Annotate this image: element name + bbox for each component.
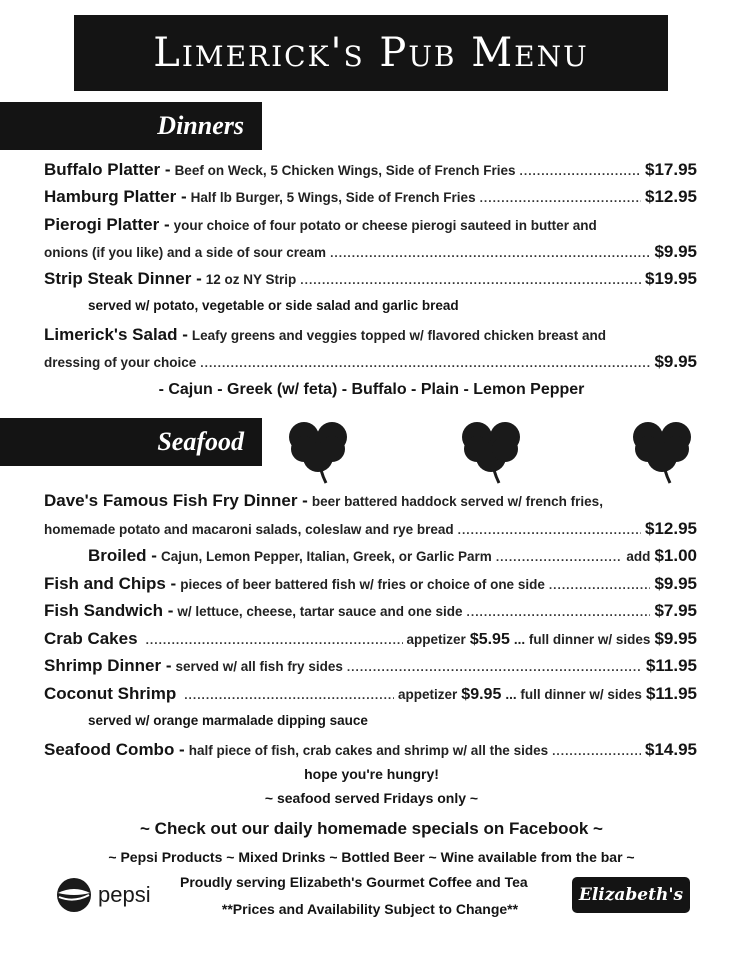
dinners-heading-text: Dinners [157, 111, 244, 140]
note-text: served w/ orange marmalade dipping sauce [88, 713, 368, 728]
item-price: $11.95 [645, 656, 697, 675]
leader-dots [146, 633, 403, 647]
leader-dots [520, 164, 641, 178]
item-desc: pieces of beer battered fish w/ fries or choice of one side [180, 577, 545, 592]
item-name: Seafood Combo - [44, 740, 185, 759]
item-appetizer-label: appetizer [406, 632, 466, 647]
item-name: Strip Steak Dinner - [44, 269, 202, 288]
item-name: Fish and Chips - [44, 574, 177, 593]
leader-dots [496, 550, 623, 564]
elizabeths-logo [572, 877, 690, 913]
item-price: $11.95 [645, 684, 697, 703]
seafood-heading [0, 418, 262, 466]
item-desc: Leafy greens and veggies topped w/ flavored chicken breast and [191, 328, 607, 343]
dinners-heading [0, 102, 262, 150]
item-price: $9.95 [654, 574, 697, 593]
menu-item [44, 629, 697, 653]
item-price: $1.00 [654, 546, 697, 565]
item-desc: Cajun, Lemon Pepper, Italian, Greek, or Garlic Parm [160, 549, 492, 564]
leader-dots [330, 246, 650, 260]
item-price: $9.95 [654, 352, 697, 371]
item-name: Crab Cakes [44, 629, 138, 648]
item-dinner-label: ... full dinner w/ sides [513, 632, 651, 647]
item-note [88, 298, 688, 322]
menu-item-continued [44, 352, 697, 376]
shamrock-icon [282, 415, 354, 487]
leader-dots [467, 605, 651, 619]
coffee-note: Proudly serving Elizabeth's Gourmet Coffee and Tea [180, 874, 528, 890]
menu-title [74, 15, 668, 91]
menu-item [44, 684, 697, 708]
hungry-note: hope you're hungry! [304, 766, 439, 782]
item-name: Hamburg Platter - [44, 187, 187, 206]
menu-item [44, 491, 697, 515]
item-desc: dressing of your choice [44, 355, 197, 370]
menu-item [44, 601, 697, 625]
elizabeths-logo-text: Elizabeth's [578, 885, 684, 905]
menu-item [44, 325, 697, 349]
shamrock-icon [626, 415, 698, 487]
item-price: $12.95 [645, 187, 697, 206]
menu-item [44, 269, 697, 293]
menu-item [44, 656, 697, 680]
item-desc: Half lb Burger, 5 Wings, Side of French Fries [190, 190, 476, 205]
item-name: Dave's Famous Fish Fry Dinner - [44, 491, 308, 510]
menu-item [44, 187, 697, 211]
leader-dots [300, 273, 641, 287]
pepsi-logo-text: pepsi [98, 882, 151, 907]
item-desc: homemade potato and macaroni salads, coleslaw and rye bread [44, 522, 454, 537]
shamrock-icon [455, 415, 527, 487]
item-appetizer-price: $9.95 [461, 686, 502, 703]
pepsi-logo [56, 875, 171, 915]
item-name: Pierogi Platter - [44, 215, 170, 234]
menu-item [44, 574, 697, 598]
item-name: Shrimp Dinner - [44, 656, 172, 675]
item-desc: w/ lettuce, cheese, tartar sauce and one side [177, 604, 463, 619]
item-price: $14.95 [645, 740, 697, 759]
menu-item [44, 740, 697, 764]
item-appetizer-label: appetizer [397, 687, 458, 702]
item-price: $9.95 [654, 242, 697, 261]
item-price: $9.95 [654, 629, 697, 648]
leader-dots [347, 660, 642, 674]
menu-item-continued [44, 242, 697, 266]
item-name: Fish Sandwich - [44, 601, 174, 620]
menu-item [44, 215, 697, 239]
item-price: $17.95 [645, 160, 697, 179]
leader-dots [200, 356, 650, 370]
item-desc: 12 oz NY Strip [205, 272, 297, 287]
item-name: Broiled - [88, 546, 157, 565]
item-appetizer-price: $5.95 [469, 631, 510, 648]
dressing-options: - Cajun - Greek (w/ feta) - Buffalo - Plain - Lemon Pepper [158, 381, 585, 398]
menu-item [88, 546, 697, 570]
item-note [88, 713, 688, 737]
item-price: $19.95 [645, 269, 697, 288]
item-pre: add [626, 549, 651, 564]
item-desc: half piece of fish, crab cakes and shrimp w/ all the sides [188, 743, 549, 758]
seafood-heading-text: Seafood [157, 427, 244, 456]
leader-dots [552, 744, 641, 758]
menu-title-text: Limerick's Pub Menu [153, 30, 589, 76]
item-desc: served w/ all fish fry sides [175, 659, 343, 674]
leader-dots [480, 191, 641, 205]
leader-dots [184, 688, 394, 702]
item-desc: beer battered haddock served w/ french fries, [311, 494, 603, 509]
note-text: served w/ potato, vegetable or side salad and garlic bread [88, 298, 459, 313]
menu-item [44, 160, 697, 184]
leader-dots [549, 578, 651, 592]
fridays-note: ~ seafood served Fridays only ~ [264, 790, 479, 806]
leader-dots [458, 523, 641, 537]
item-price: $12.95 [645, 519, 697, 538]
item-name: Coconut Shrimp [44, 684, 177, 703]
item-name: Limerick's Salad - [44, 325, 188, 344]
item-desc: onions (if you like) and a side of sour cream [44, 245, 327, 260]
item-desc: your choice of four potato or cheese pierogi sauteed in butter and [173, 218, 597, 233]
item-dinner-label: ... full dinner w/ sides [505, 687, 642, 702]
item-name: Buffalo Platter - [44, 160, 171, 179]
item-price: $7.95 [654, 601, 697, 620]
drinks-note: ~ Pepsi Products ~ Mixed Drinks ~ Bottled Beer ~ Wine available from the bar ~ [108, 849, 635, 865]
item-desc: Beef on Weck, 5 Chicken Wings, Side of French Fries [174, 163, 516, 178]
specials-note: ~ Check out our daily homemade specials on Facebook ~ [140, 819, 603, 838]
disclaimer-note: **Prices and Availability Subject to Change** [221, 901, 519, 917]
pepsi-globe-icon [56, 877, 92, 913]
menu-item-continued [44, 519, 697, 543]
